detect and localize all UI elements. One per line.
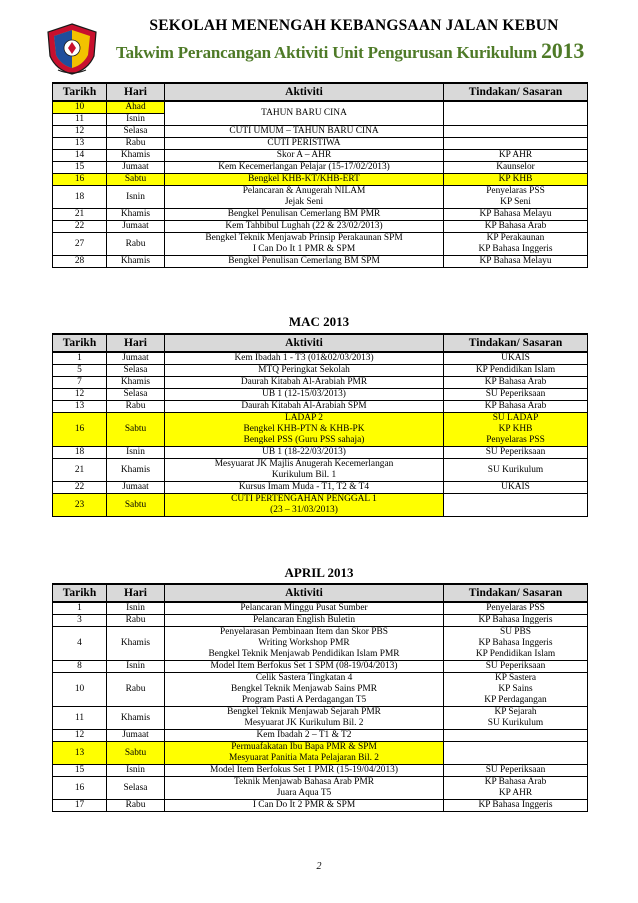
cell-tarikh: 11 bbox=[53, 707, 107, 730]
tindakan-line bbox=[446, 730, 585, 741]
table-row bbox=[53, 221, 588, 233]
aktiviti-line: UB 1 (12-15/03/2013) bbox=[262, 389, 346, 399]
cell-tindakan bbox=[444, 401, 588, 413]
aktiviti-line: UB 1 (18-22/03/2013) bbox=[262, 447, 346, 457]
tindakan-line bbox=[446, 108, 585, 119]
tindakan-line: KP Bahasa Arab bbox=[484, 777, 547, 787]
cell-aktiviti bbox=[165, 673, 444, 707]
aktiviti-line: Mesyuarat Panitia Mata Pelajaran Bil. 2 bbox=[229, 753, 379, 763]
cell-hari: Selasa bbox=[107, 777, 165, 800]
cell-aktiviti bbox=[165, 389, 444, 401]
col-header-tindakan: Tindakan/ Sasaran bbox=[444, 83, 588, 101]
cell-aktiviti bbox=[165, 377, 444, 389]
tindakan-line: KP Pendidikan Islam bbox=[475, 365, 556, 375]
aktiviti-line: Jejak Seni bbox=[284, 197, 324, 207]
section-title-mac: MAC 2013 bbox=[288, 314, 350, 329]
cell-aktiviti bbox=[165, 209, 444, 221]
tindakan-line: SU LADAP bbox=[492, 413, 539, 423]
cell-tarikh: 22 bbox=[53, 221, 107, 233]
cell-aktiviti bbox=[165, 126, 444, 138]
aktiviti-line: TAHUN BARU CINA bbox=[261, 108, 347, 118]
table-row bbox=[53, 365, 588, 377]
table-row bbox=[53, 800, 588, 812]
tindakan-line: KP Bahasa Melayu bbox=[479, 209, 552, 219]
cell-tindakan bbox=[444, 730, 588, 742]
cell-aktiviti bbox=[165, 459, 444, 482]
table-row bbox=[53, 447, 588, 459]
aktiviti-line: Penyelarasan Pembinaan Item dan Skor PBS bbox=[220, 627, 388, 637]
cell-tarikh: 13 bbox=[53, 401, 107, 413]
cell-tarikh: 10 bbox=[53, 673, 107, 707]
tindakan-line: KP Perakaunan bbox=[486, 233, 545, 243]
cell-tarikh: 21 bbox=[53, 209, 107, 221]
aktiviti-line: Bengkel KHB-PTN & KHB-PK bbox=[243, 424, 365, 434]
cell-aktiviti bbox=[165, 707, 444, 730]
table-row bbox=[53, 742, 588, 765]
col-header-hari: Hari bbox=[107, 584, 165, 602]
aktiviti-line: Daurah Kitabah Al-Arabiah SPM bbox=[241, 401, 367, 411]
col-header-aktiviti: Aktiviti bbox=[165, 83, 444, 101]
tindakan-line: KP Pendidikan Islam bbox=[475, 649, 556, 659]
tindakan-line: KP Bahasa Arab bbox=[484, 377, 547, 387]
cell-tarikh: 8 bbox=[53, 661, 107, 673]
table-row bbox=[53, 186, 588, 209]
section-title-april: APRIL 2013 bbox=[284, 565, 354, 580]
cell-hari: Rabu bbox=[107, 673, 165, 707]
cell-aktiviti bbox=[165, 174, 444, 186]
table-row bbox=[53, 352, 588, 365]
aktiviti-line: CUTI PERTENGAHAN PENGGAL 1 bbox=[231, 494, 377, 504]
cell-tarikh: 16 bbox=[53, 777, 107, 800]
aktiviti-line: Kem Ibadah 1 - T3 (01&02/03/2013) bbox=[234, 353, 374, 363]
tindakan-line: KP AHR bbox=[498, 150, 533, 160]
cell-hari: Jumaat bbox=[107, 482, 165, 494]
tindakan-line bbox=[446, 126, 585, 137]
cell-hari: Isnin bbox=[107, 661, 165, 673]
cell-aktiviti bbox=[165, 256, 444, 268]
cell-hari: Sabtu bbox=[107, 174, 165, 186]
cell-tarikh: 15 bbox=[53, 765, 107, 777]
aktiviti-line: LADAP 2 bbox=[285, 413, 323, 423]
cell-tarikh: 16 bbox=[53, 413, 107, 447]
cell-tarikh: 3 bbox=[53, 615, 107, 627]
cell-aktiviti bbox=[165, 186, 444, 209]
aktiviti-line: Bengkel Teknik Menjawab Sejarah PMR bbox=[227, 707, 381, 717]
tindakan-line bbox=[446, 748, 585, 759]
tindakan-line: Penyelaras PSS bbox=[486, 435, 545, 445]
aktiviti-line: Bengkel Teknik Menjawab Prinsip Perakaunan SPM bbox=[205, 233, 403, 243]
table-row bbox=[53, 482, 588, 494]
cell-aktiviti bbox=[165, 494, 444, 517]
table-row bbox=[53, 389, 588, 401]
table-row bbox=[53, 413, 588, 447]
col-header-tarikh: Tarikh bbox=[53, 584, 107, 602]
tindakan-line: UKAIS bbox=[501, 482, 530, 492]
aktiviti-line: Kem Kecemerlangan Pelajar (15-17/02/2013) bbox=[218, 162, 390, 172]
aktiviti-line: Writing Workshop PMR bbox=[258, 638, 350, 648]
tindakan-line: Kaunselor bbox=[496, 162, 535, 172]
cell-tarikh: 27 bbox=[53, 233, 107, 256]
aktiviti-line: Program Pasti A Perdagangan T5 bbox=[241, 695, 367, 705]
table-row bbox=[53, 138, 588, 150]
tindakan-line: KP Bahasa Arab bbox=[484, 401, 547, 411]
cell-tarikh: 13 bbox=[53, 138, 107, 150]
cell-tarikh: 12 bbox=[53, 126, 107, 138]
cell-hari: Isnin bbox=[107, 602, 165, 615]
cell-tindakan bbox=[444, 494, 588, 517]
april-table bbox=[52, 583, 588, 812]
tindakan-line: UKAIS bbox=[501, 353, 530, 363]
cell-hari: Jumaat bbox=[107, 730, 165, 742]
table-row bbox=[53, 209, 588, 221]
cell-tindakan bbox=[444, 352, 588, 365]
cell-tindakan bbox=[444, 126, 588, 138]
cell-hari: Isnin bbox=[107, 447, 165, 459]
cell-tindakan bbox=[444, 459, 588, 482]
cell-tarikh: 12 bbox=[53, 730, 107, 742]
cell-tarikh: 28 bbox=[53, 256, 107, 268]
cell-aktiviti bbox=[165, 221, 444, 233]
subtitle-text: Takwim Perancangan Aktiviti Unit Pengurusan Kurikulum bbox=[116, 43, 537, 62]
cell-tindakan bbox=[444, 765, 588, 777]
col-header-tarikh: Tarikh bbox=[53, 334, 107, 352]
cell-tindakan bbox=[444, 377, 588, 389]
tindakan-line: KP Bahasa Melayu bbox=[479, 256, 552, 266]
cell-hari: Ahad bbox=[107, 101, 165, 114]
tindakan-line: Penyelaras PSS bbox=[486, 603, 545, 613]
aktiviti-line: Permuafakatan Ibu Bapa PMR & SPM bbox=[231, 742, 377, 752]
cell-aktiviti bbox=[165, 401, 444, 413]
aktiviti-line: Model Item Berfokus Set 1 SPM (08-19/04/2013) bbox=[210, 661, 398, 671]
tindakan-line: KP Sains bbox=[498, 684, 533, 694]
tindakan-line: Penyelaras PSS bbox=[486, 186, 545, 196]
cell-tindakan bbox=[444, 742, 588, 765]
cell-hari: Jumaat bbox=[107, 221, 165, 233]
cell-hari: Sabtu bbox=[107, 742, 165, 765]
aktiviti-line: Pelancaran Minggu Pusat Sumber bbox=[240, 603, 368, 613]
tindakan-line: KP Sejarah bbox=[494, 707, 537, 717]
table-row bbox=[53, 101, 588, 114]
subtitle-year: 2013 bbox=[540, 38, 585, 63]
col-header-hari: Hari bbox=[107, 334, 165, 352]
aktiviti-line: Bengkel Teknik Menjawab Sains PMR bbox=[230, 684, 378, 694]
cell-tindakan bbox=[444, 389, 588, 401]
cell-tindakan bbox=[444, 101, 588, 126]
cell-aktiviti bbox=[165, 777, 444, 800]
cell-tarikh: 13 bbox=[53, 742, 107, 765]
aktiviti-line: Bengkel KHB-KT/KHB-ERT bbox=[248, 174, 360, 184]
tindakan-line: SU Kurikulum bbox=[487, 718, 544, 728]
tindakan-line: SU Kurikulum bbox=[487, 464, 544, 475]
cell-tarikh: 23 bbox=[53, 494, 107, 517]
cell-tindakan bbox=[444, 661, 588, 673]
cell-tarikh: 22 bbox=[53, 482, 107, 494]
aktiviti-line: Kem Tahbibul Lughah (22 & 23/02/2013) bbox=[225, 221, 383, 231]
table-row bbox=[53, 459, 588, 482]
aktiviti-line: CUTI UMUM – TAHUN BARU CINA bbox=[229, 126, 379, 136]
cell-tindakan bbox=[444, 138, 588, 150]
cell-hari: Sabtu bbox=[107, 494, 165, 517]
cell-tarikh: 15 bbox=[53, 162, 107, 174]
col-header-tindakan: Tindakan/ Sasaran bbox=[444, 334, 588, 352]
aktiviti-line: Kem Ibadah 2 – T1 & T2 bbox=[256, 730, 352, 740]
cell-tarikh: 1 bbox=[53, 602, 107, 615]
cell-hari: Rabu bbox=[107, 138, 165, 150]
document-subtitle bbox=[116, 38, 598, 64]
aktiviti-line: Daurah Kitabah Al-Arabiah PMR bbox=[240, 377, 368, 387]
cell-aktiviti bbox=[165, 661, 444, 673]
school-crest-logo bbox=[44, 22, 100, 76]
table-row bbox=[53, 377, 588, 389]
cell-hari: Jumaat bbox=[107, 162, 165, 174]
aktiviti-line: MTQ Peringkat Sekolah bbox=[258, 365, 350, 375]
table-row bbox=[53, 494, 588, 517]
table-row bbox=[53, 233, 588, 256]
cell-aktiviti bbox=[165, 233, 444, 256]
cell-tarikh: 18 bbox=[53, 186, 107, 209]
cell-tarikh: 18 bbox=[53, 447, 107, 459]
col-header-aktiviti: Aktiviti bbox=[165, 334, 444, 352]
table-row bbox=[53, 174, 588, 186]
aktiviti-line: Bengkel Penulisan Cemerlang BM SPM bbox=[228, 256, 380, 266]
tindakan-line: KP KHB bbox=[498, 174, 533, 184]
cell-hari: Selasa bbox=[107, 126, 165, 138]
table-row bbox=[53, 162, 588, 174]
table-row bbox=[53, 765, 588, 777]
col-header-tindakan: Tindakan/ Sasaran bbox=[444, 584, 588, 602]
cell-aktiviti bbox=[165, 447, 444, 459]
aktiviti-line: Kursus Imam Muda - T1, T2 & T4 bbox=[238, 482, 370, 492]
cell-aktiviti bbox=[165, 101, 444, 126]
cell-aktiviti bbox=[165, 730, 444, 742]
table-row bbox=[53, 673, 588, 707]
cell-aktiviti bbox=[165, 615, 444, 627]
cell-aktiviti bbox=[165, 742, 444, 765]
cell-tindakan bbox=[444, 174, 588, 186]
cell-tarikh: 12 bbox=[53, 389, 107, 401]
table-row bbox=[53, 126, 588, 138]
cell-tindakan bbox=[444, 602, 588, 615]
aktiviti-line: Juara Aqua T5 bbox=[276, 788, 332, 798]
cell-hari: Khamis bbox=[107, 459, 165, 482]
col-header-hari: Hari bbox=[107, 83, 165, 101]
cell-tindakan bbox=[444, 209, 588, 221]
aktiviti-line: Kurikulum Bil. 1 bbox=[271, 470, 337, 480]
february-table bbox=[52, 82, 588, 268]
table-row bbox=[53, 730, 588, 742]
cell-tindakan bbox=[444, 413, 588, 447]
col-header-aktiviti: Aktiviti bbox=[165, 584, 444, 602]
cell-aktiviti bbox=[165, 602, 444, 615]
tindakan-line: KP Bahasa Inggeris bbox=[478, 800, 553, 810]
cell-aktiviti bbox=[165, 482, 444, 494]
tindakan-line bbox=[446, 500, 585, 511]
cell-tarikh: 11 bbox=[53, 114, 107, 126]
table-row bbox=[53, 150, 588, 162]
cell-tindakan bbox=[444, 482, 588, 494]
cell-hari: Isnin bbox=[107, 186, 165, 209]
cell-tindakan bbox=[444, 615, 588, 627]
cell-tindakan bbox=[444, 707, 588, 730]
cell-hari: Khamis bbox=[107, 707, 165, 730]
cell-hari: Khamis bbox=[107, 256, 165, 268]
tindakan-line bbox=[446, 138, 585, 149]
page-number: 2 bbox=[316, 861, 322, 872]
aktiviti-line: I Can Do It 1 PMR & SPM bbox=[252, 244, 356, 254]
cell-hari: Jumaat bbox=[107, 352, 165, 365]
cell-hari: Khamis bbox=[107, 377, 165, 389]
tindakan-line: KP Sastera bbox=[494, 673, 537, 683]
cell-tindakan bbox=[444, 627, 588, 661]
tindakan-line: KP Bahasa Inggeris bbox=[478, 638, 553, 648]
cell-aktiviti bbox=[165, 627, 444, 661]
cell-hari: Isnin bbox=[107, 114, 165, 126]
cell-tindakan bbox=[444, 150, 588, 162]
march-table bbox=[52, 333, 588, 517]
tindakan-line: KP KHB bbox=[498, 424, 533, 434]
cell-tindakan bbox=[444, 186, 588, 209]
table-row bbox=[53, 777, 588, 800]
cell-aktiviti bbox=[165, 162, 444, 174]
cell-aktiviti bbox=[165, 413, 444, 447]
cell-tarikh: 4 bbox=[53, 627, 107, 661]
cell-tarikh: 17 bbox=[53, 800, 107, 812]
cell-aktiviti bbox=[165, 765, 444, 777]
cell-hari: Rabu bbox=[107, 615, 165, 627]
cell-tarikh: 5 bbox=[53, 365, 107, 377]
aktiviti-line: Pelancaran & Anugerah NILAM bbox=[242, 186, 366, 196]
cell-aktiviti bbox=[165, 365, 444, 377]
cell-hari: Rabu bbox=[107, 401, 165, 413]
cell-tarikh: 1 bbox=[53, 352, 107, 365]
aktiviti-line: I Can Do It 2 PMR & SPM bbox=[252, 800, 356, 810]
cell-hari: Khamis bbox=[107, 150, 165, 162]
tindakan-line: KP Bahasa Inggeris bbox=[478, 615, 553, 625]
table-row bbox=[53, 661, 588, 673]
tindakan-line: SU Peperiksaan bbox=[485, 389, 546, 399]
cell-tarikh: 7 bbox=[53, 377, 107, 389]
cell-tarikh: 16 bbox=[53, 174, 107, 186]
tindakan-line: SU PBS bbox=[499, 627, 531, 637]
cell-aktiviti bbox=[165, 138, 444, 150]
table-row bbox=[53, 401, 588, 413]
aktiviti-line: Bengkel Penulisan Cemerlang BM PMR bbox=[227, 209, 381, 219]
tindakan-line: SU Peperiksaan bbox=[485, 765, 546, 775]
cell-hari: Khamis bbox=[107, 627, 165, 661]
cell-hari: Sabtu bbox=[107, 413, 165, 447]
table-row bbox=[53, 256, 588, 268]
aktiviti-line: Model Item Berfokus Set 1 PMR (15-19/04/2013) bbox=[209, 765, 398, 775]
cell-tindakan bbox=[444, 233, 588, 256]
aktiviti-line: Pelancaran English Buletin bbox=[252, 615, 356, 625]
school-name: SEKOLAH MENENGAH KEBANGSAAN JALAN KEBUN bbox=[149, 17, 559, 34]
cell-tindakan bbox=[444, 162, 588, 174]
aktiviti-line: Skor A – AHR bbox=[276, 150, 332, 160]
cell-tarikh: 14 bbox=[53, 150, 107, 162]
cell-aktiviti bbox=[165, 150, 444, 162]
tindakan-line: KP Perdagangan bbox=[484, 695, 547, 705]
aktiviti-line: Mesyuarat JK Kurikulum Bil. 2 bbox=[244, 718, 364, 728]
cell-tindakan bbox=[444, 673, 588, 707]
cell-tindakan bbox=[444, 777, 588, 800]
tindakan-line: KP Bahasa Inggeris bbox=[478, 244, 553, 254]
aktiviti-line: Bengkel PSS (Guru PSS sahaja) bbox=[243, 435, 365, 445]
tindakan-line: KP Seni bbox=[500, 197, 531, 207]
cell-tindakan bbox=[444, 800, 588, 812]
aktiviti-line: Celik Sastera Tingkatan 4 bbox=[255, 673, 353, 683]
cell-tindakan bbox=[444, 365, 588, 377]
cell-hari: Isnin bbox=[107, 765, 165, 777]
cell-aktiviti bbox=[165, 352, 444, 365]
tindakan-line: KP Bahasa Arab bbox=[484, 221, 547, 231]
cell-hari: Selasa bbox=[107, 365, 165, 377]
aktiviti-line: (23 – 31/03/2013) bbox=[270, 505, 338, 515]
cell-hari: Selasa bbox=[107, 389, 165, 401]
cell-tarikh: 21 bbox=[53, 459, 107, 482]
cell-tarikh: 10 bbox=[53, 101, 107, 114]
cell-tindakan bbox=[444, 447, 588, 459]
table-row bbox=[53, 602, 588, 615]
col-header-tarikh: Tarikh bbox=[53, 83, 107, 101]
table-row bbox=[53, 707, 588, 730]
cell-aktiviti bbox=[165, 800, 444, 812]
cell-tindakan bbox=[444, 256, 588, 268]
tindakan-line: KP AHR bbox=[498, 788, 533, 798]
aktiviti-line: Teknik Menjawab Bahasa Arab PMR bbox=[234, 777, 374, 787]
aktiviti-line: CUTI PERISTIWA bbox=[267, 138, 341, 148]
cell-tindakan bbox=[444, 221, 588, 233]
tindakan-line: SU Peperiksaan bbox=[485, 661, 546, 671]
table-row bbox=[53, 615, 588, 627]
tindakan-line: SU Peperiksaan bbox=[485, 447, 546, 457]
aktiviti-line: Mesyuarat JK Majlis Anugerah Kecemerlangan bbox=[214, 459, 394, 469]
cell-hari: Khamis bbox=[107, 209, 165, 221]
aktiviti-line: Bengkel Teknik Menjawab Pendidikan Islam PMR bbox=[208, 649, 400, 659]
table-row bbox=[53, 627, 588, 661]
cell-hari: Rabu bbox=[107, 233, 165, 256]
cell-hari: Rabu bbox=[107, 800, 165, 812]
